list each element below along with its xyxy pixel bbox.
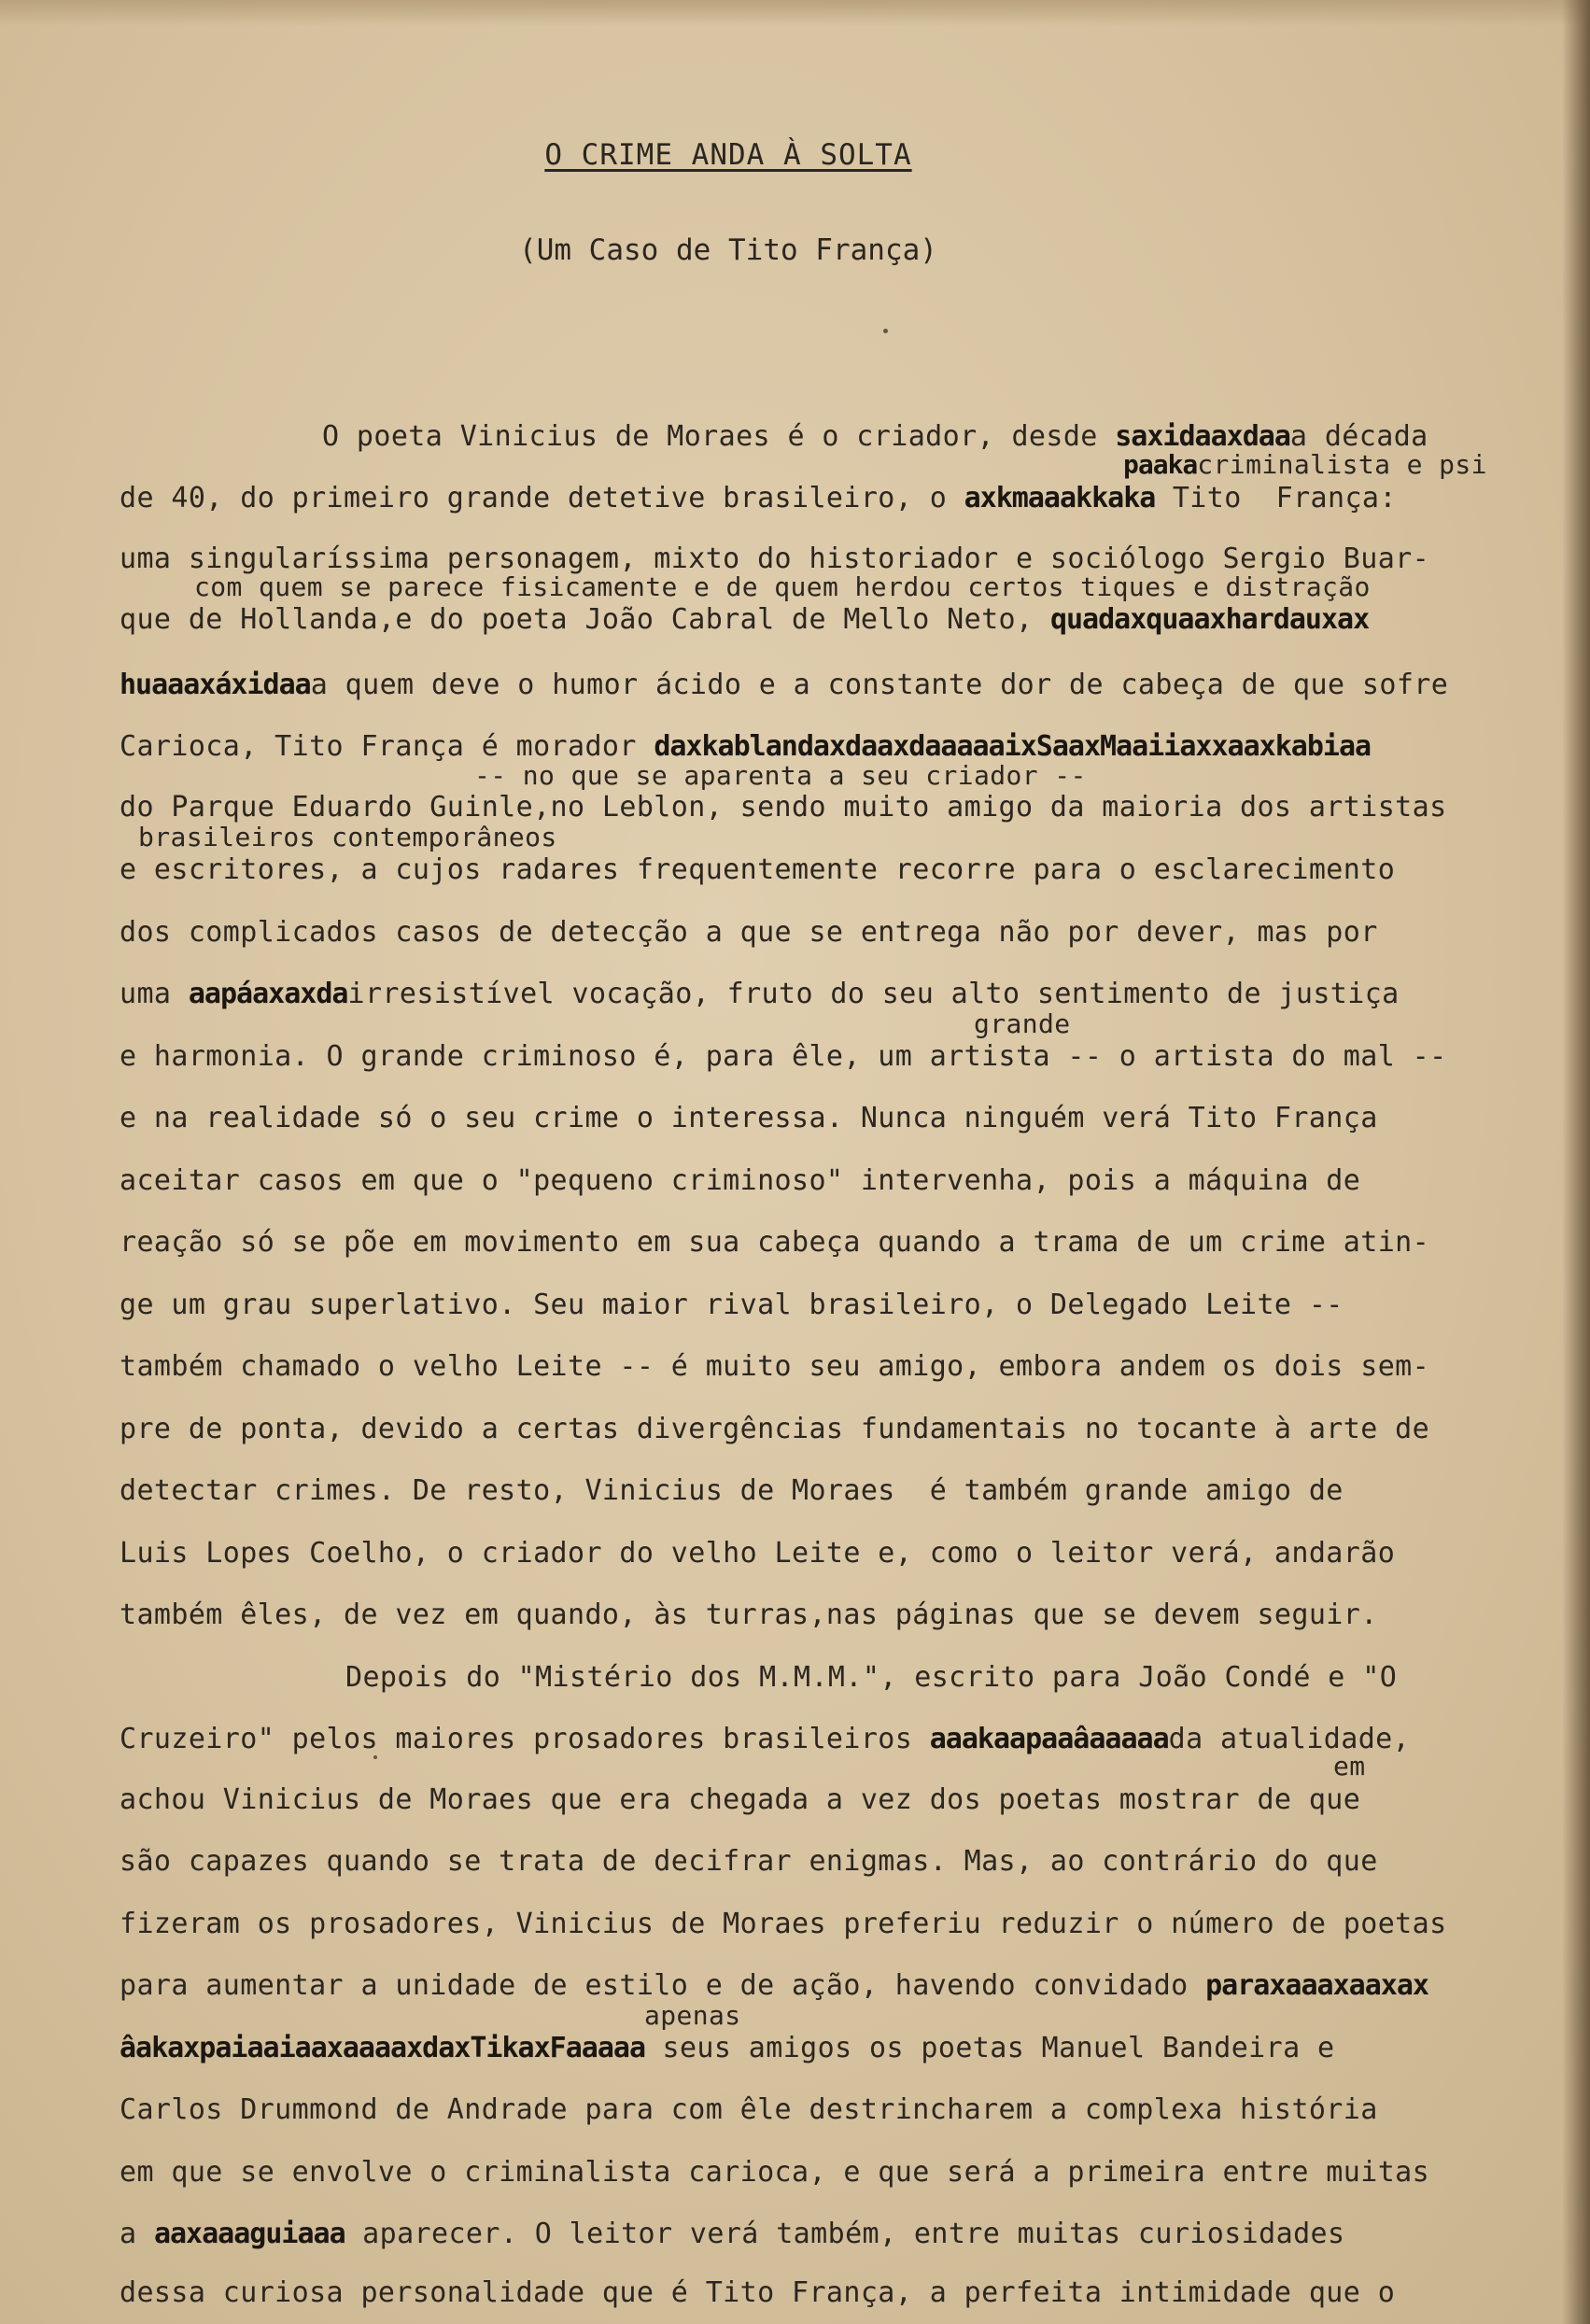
- text-line: âakaxpaiaaiaaxaaaaxdaxTikaxFaaaaa seus amigos os poetas Manuel Bandeira e: [120, 2032, 1335, 2064]
- text-line: uma aapáaxaxdairresistível vocação, fruto do seu alto sentimento de justiça: [120, 978, 1400, 1010]
- inserted-text: com quem se parece fisicamente e de quem herdou certos tiques e distração: [194, 571, 1371, 602]
- text-line: a aaxaaaguiaaa aparecer. O leitor verá também, entre muitas curiosidades: [120, 2218, 1345, 2250]
- inserted-text: grande: [974, 1008, 1071, 1039]
- document-subtitle: (Um Caso de Tito França): [519, 233, 937, 267]
- struck-text: daxkablandaxdaaxdaaaaaixSaaxMaaiiaxxaaxkabiaa: [654, 730, 1372, 763]
- struck-text: paraxaaaxaaxax: [1205, 1969, 1428, 2002]
- text-line: também chamado o velho Leite -- é muito seu amigo, embora andem os dois sem-: [120, 1350, 1430, 1383]
- text-line: O poeta Vinicius de Moraes é o criador, desde saxidaaxdaaa década: [322, 420, 1428, 453]
- inserted-text: apenas: [644, 2000, 741, 2031]
- struck-text: saxidaaxdaa: [1115, 420, 1290, 453]
- text-line: Carlos Drummond de Andrade para com êle destrincharem a complexa história: [120, 2093, 1378, 2126]
- text-line: detectar crimes. De resto, Vinicius de Moraes é também grande amigo de: [120, 1474, 1344, 1507]
- text-line: em que se envolve o criminalista carioca, e que será a primeira entre muitas: [120, 2156, 1430, 2189]
- inserted-text: em: [1333, 1751, 1366, 1782]
- text-line: e harmonia. O grande criminoso é, para êle, um artista -- o artista do mal --: [120, 1040, 1447, 1073]
- struck-text: aapáaxaxda: [188, 978, 348, 1010]
- text-line: uma singularíssima personagem, mixto do historiador e sociólogo Sergio Buar-: [120, 542, 1430, 575]
- inserted-text: paakacriminalista e psi: [1123, 449, 1487, 480]
- ink-speck: [883, 329, 888, 333]
- text-line: que de Hollanda,e do poeta João Cabral de Mello Neto, quadaxquaaxhardauxax: [120, 603, 1370, 636]
- inserted-text: brasileiros contemporâneos: [138, 822, 557, 852]
- text-line: reação só se põe em movimento em sua cabeça quando a trama de um crime atin-: [120, 1226, 1430, 1259]
- text-line: Depois do "Mistério dos M.M.M.", escrito para João Condé e "O: [345, 1661, 1398, 1694]
- struck-text: huaaaxáxidaa: [120, 669, 311, 701]
- text-line: huaaaxáxidaaa quem deve o humor ácido e a constante dor de cabeça de que sofre: [120, 669, 1449, 701]
- text-line: fizeram os prosadores, Vinicius de Moraes preferiu reduzir o número de poetas: [120, 1908, 1447, 1940]
- text-line: aceitar casos em que o "pequeno criminoso" intervenha, pois a máquina de: [120, 1164, 1361, 1197]
- text-line: para aumentar a unidade de estilo e de ação, havendo convidado paraxaaaxaaxax: [120, 1969, 1428, 2002]
- text-line: pre de ponta, devido a certas divergências fundamentais no tocante à arte de: [120, 1413, 1430, 1445]
- struck-text: âakaxpaiaaiaaxaaaaxdaxTikaxFaaaaa: [120, 2032, 646, 2064]
- document-title: O CRIME ANDA À SOLTA: [544, 138, 912, 172]
- text-line: Luis Lopes Coelho, o criador do velho Leite e, como o leitor verá, andarão: [120, 1537, 1396, 1570]
- text-line: achou Vinicius de Moraes que era chegada a vez dos poetas mostrar de que: [120, 1783, 1361, 1816]
- text-line: e escritores, a cujos radares frequentemente recorre para o esclarecimento: [120, 853, 1396, 886]
- struck-text: aaxaaaguiaaa: [153, 2218, 345, 2250]
- text-line: de 40, do primeiro grande detetive brasileiro, o axkmaaakkaka Tito França:: [120, 482, 1397, 514]
- paper-edge-shadow: [1562, 0, 1590, 2324]
- text-line: são capazes quando se trata de decifrar enigmas. Mas, ao contrário do que: [120, 1845, 1378, 1878]
- inserted-text: -- no que se aparenta a seu criador --: [474, 760, 1087, 791]
- ink-speck: [373, 1755, 377, 1759]
- struck-text: aaakaapaaâaaaaa: [929, 1723, 1169, 1755]
- text-line: dessa curiosa personalidade que é Tito França, a perfeita intimidade que o: [120, 2276, 1396, 2309]
- text-line: dos complicados casos de detecção a que se entrega não por dever, mas por: [120, 916, 1378, 949]
- text-line: e na realidade só o seu crime o interessa. Nunca ninguém verá Tito França: [120, 1102, 1378, 1134]
- text-line: também êles, de vez em quando, às turras,nas páginas que se devem seguir.: [120, 1599, 1378, 1631]
- struck-text: quadaxquaaxhardauxax: [1049, 603, 1370, 636]
- struck-text: axkmaaakkaka: [964, 482, 1156, 514]
- text-line: do Parque Eduardo Guinle,no Leblon, sendo muito amigo da maioria dos artistas: [120, 791, 1447, 824]
- paper-edge-shadow: [0, 0, 1590, 26]
- text-line: Cruzeiro" pelos maiores prosadores brasileiros aaakaapaaâaaaaada atualidade,: [120, 1723, 1411, 1755]
- text-line: Carioca, Tito França é morador daxkablandaxdaaxdaaaaaixSaaxMaaiiaxxaaxkabiaa: [120, 730, 1372, 763]
- text-line: ge um grau superlativo. Seu maior rival brasileiro, o Delegado Leite --: [120, 1289, 1344, 1321]
